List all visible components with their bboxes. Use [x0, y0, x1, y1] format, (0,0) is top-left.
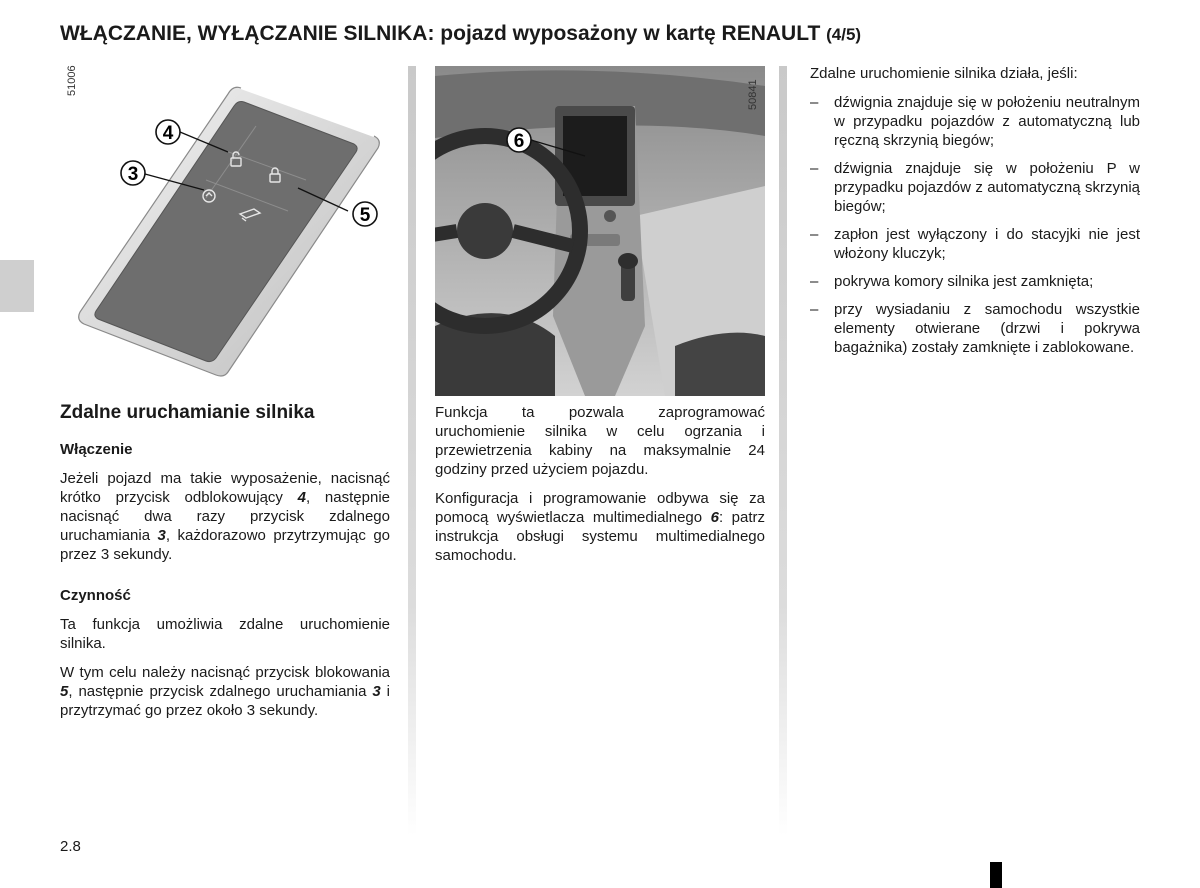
paragraph: Funkcja ta pozwala zaprogramować uruchomienie silnika w celu ogrzania i przewietrzenia kabiny na maksymalnie 24 godziny przed użyciem pojazdu. [435, 404, 765, 478]
section-tab [0, 260, 34, 312]
middle-column [435, 403, 765, 575]
page-indicator: (4/5) [826, 25, 862, 44]
list-item: – pokrywa komory silnika jest zamknięta; [810, 272, 1140, 291]
callout-6 [507, 128, 531, 152]
conditions-list [810, 93, 1140, 357]
callout-5 [353, 202, 377, 226]
svg-text:3: 3 [127, 164, 139, 185]
column-divider [779, 66, 787, 836]
subheading-wlaczenie: Włączenie [60, 441, 133, 458]
right-column [810, 64, 1140, 366]
list-item: – zapłon jest wyłączony i do stacyjki nie jest włożony kluczyk; [810, 225, 1140, 263]
paragraph: W tym celu należy nacisnąć przycisk blokowania 5, następnie przycisk zdalnego uruchamiania 3 i przytrzymać go przez około 3 sekundy. [60, 664, 391, 719]
figure-code-key: 51006 [66, 65, 78, 96]
callout-4 [156, 120, 180, 144]
cabin-figure [435, 66, 765, 396]
callout-3 [121, 161, 145, 185]
paragraph: Ta funkcja umożliwia zdalne uruchomienie silnika. [60, 616, 390, 652]
figure-code-cabin: 50841 [747, 79, 759, 110]
column-divider [408, 66, 416, 836]
list-item: – dźwignia znajduje się w położeniu P w przypadku pojazdów z automatyczną skrzynią biegów; [810, 159, 1140, 216]
page-number: 2.8 [60, 838, 81, 855]
page-title: WŁĄCZANIE, WYŁĄCZANIE SILNIKA: pojazd wyposażony w kartę RENAULT (4/5) [60, 22, 862, 45]
paragraph: Jeżeli pojazd ma takie wyposażenie, nacisnąć krótko przycisk odblokowujący 4, następnie nacisnąć dwa razy przycisk zdalnego uruchamiania 3, każdorazowo przytrzymując go przez 3 sekundy. [60, 470, 390, 563]
section-heading: Zdalne uruchamianie silnika [60, 402, 315, 423]
intro-text: Zdalne uruchomienie silnika działa, jeśli: [810, 65, 1078, 82]
svg-text:6: 6 [513, 131, 525, 152]
svg-text:5: 5 [359, 205, 371, 226]
list-item: – przy wysiadaniu z samochodu wszystkie elementy otwierane (drzwi i pokrywa bagażnika) zostały zamknięte i zablokowane. [810, 300, 1140, 357]
paragraph: Konfiguracja i programowanie odbywa się za pomocą wyświetlacza multimedialnego 6: patrz instrukcja obsługi systemu multimedialnego samochodu. [435, 490, 765, 564]
left-column [60, 403, 390, 730]
svg-text:4: 4 [162, 123, 174, 144]
list-item: – dźwignia znajduje się w położeniu neutralnym w przypadku pojazdów z automatyczną lub ręczną skrzynią biegów; [810, 93, 1140, 150]
key-card-figure [56, 66, 396, 386]
subheading-czynnosc: Czynność [60, 587, 131, 604]
page-edge-mark [990, 862, 1002, 888]
